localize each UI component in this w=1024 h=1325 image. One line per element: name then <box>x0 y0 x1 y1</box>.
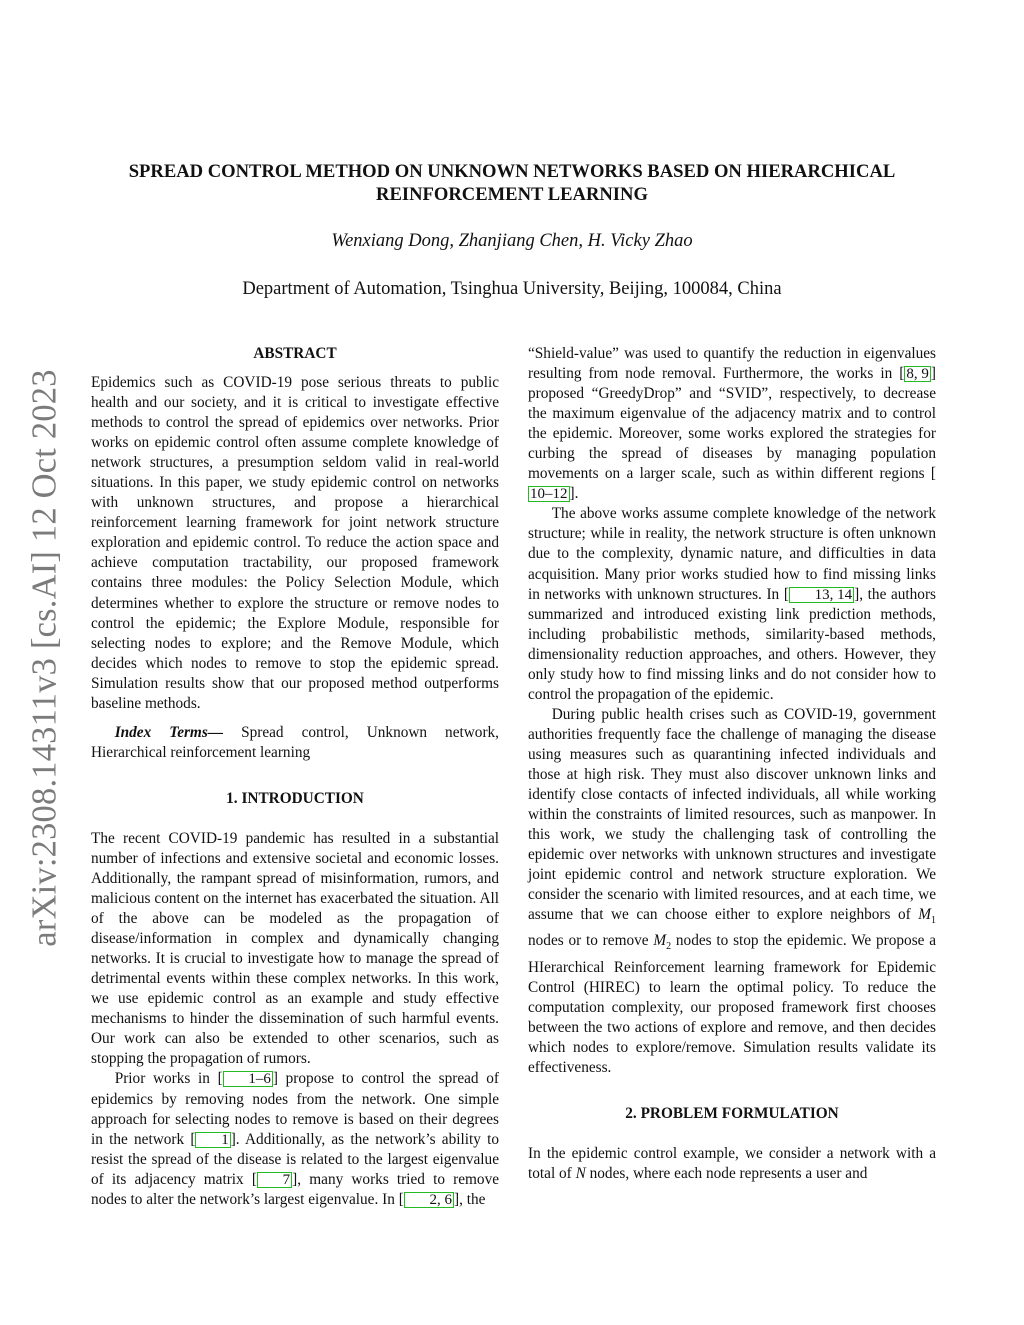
paper-authors: Wenxiang Dong, Zhanjiang Chen, H. Vicky Zhao <box>331 231 693 251</box>
index-terms <box>91 723 499 763</box>
paper-title <box>80 160 944 206</box>
intro-paragraph-1: The recent COVID-19 pandemic has resulted in a substantial number of infections and extensive societal and economic losses. Additionally, the rampant spread of misinformation, rumors, and malicious content on the internet has exacerbated the situation. All of the above can be modeled as the propagation of disease/information in complex and dynamically changing networks. It is crucial to investigate how to manage the spread of detrimental events within these complex networks. In this work, we use epidemic control as an example and study effective mechanisms to hinder the dissemination of such harmful events. Our work can also be extended to other scenarios, such as stopping the propagation of rumors. <box>91 829 499 1068</box>
problem-paragraph-1: In the epidemic control example, we consider a network with a total of N nodes, where each node represents a user and <box>528 1144 936 1182</box>
citation-link[interactable]: 1–6 <box>223 1071 273 1087</box>
citation-link[interactable]: 7 <box>257 1172 292 1188</box>
intro-paragraph-4: During public health crises such as COVID-19, government authorities frequently face the challenge of managing the disease using measures such as quarantining infected individuals and those at high risk. They must also discover unknown links and identify close contacts of infected individuals, all while working within the constraints of limited resources, such as manpower. In this work, we study the challenging task of controlling the epidemic over networks with unknown structures and investigate joint epidemic control and network structure exploration. We consider the scenario with limited resources, and at each time, we assume that we can choose either to explore neighbors of $M_1$ nodes or to remove $M_2$ nodes to stop the epidemic. We propose a HIerarchical Reinforcement learning framework for Epidemic Control (HIREC) to learn the optimal policy. To reduce the computation complexity, our proposed framework first chooses between the two actions of explore and remove, and then decides which nodes to explore/remove. Simulation results validate its effectiveness. <box>528 705 937 1076</box>
citation-link[interactable]: 10–12 <box>530 486 568 503</box>
citation-link[interactable]: 13, 14 <box>789 587 854 603</box>
citation-link[interactable]: 2, 6 <box>404 1192 454 1208</box>
abstract-text: Epidemics such as COVID-19 pose serious threats to public health and our society, and it is critical to investigate effective methods to control the spread of epidemics over networks. Prior works on epidemic control often assume complete knowledge of network structures, a presumption seldom valid in real-world situations. In this paper, we study epidemic control on networks with unknown structures, and propose a hierarchical reinforcement learning framework for joint network structure exploration and epidemic control. To reduce the action space and achieve computation tractability, our proposed framework contains three modules: the Policy Selection Module, which determines whether to explore the structure or remove nodes to control the epidemic; the Explore Module, responsible for selecting nodes to explore; and the Remove Module, which decides which nodes to remove to stop the epidemic spread. Simulation results show that our proposed method outperforms baseline methods. <box>91 374 499 712</box>
intro-paragraph-2-continued: “Shield-value” was used to quantify the reduction in eigenvalues resulting from node removal. Furthermore, the works in [ 8, 9 ] proposed “GreedyDrop” and “SVID”, respectively, to decrease the maximum eigenvalue of the adjacency matrix and to control the epidemic. Moreover, some works explored the strategies for curbing the spread of diseases by managing population movements on a larger scale, such as within different regions [10–12 ]. <box>528 345 936 503</box>
citation-link[interactable]: 8, 9 <box>906 366 929 383</box>
paper-affiliation: Department of Automation, Tsinghua University, Beijing, 100084, China <box>242 279 782 299</box>
math-m2: $M_2$ <box>653 932 672 953</box>
arxiv-id-text: arXiv:2308.14311v3 [cs.AI] 12 Oct 2023 <box>25 369 64 947</box>
arxiv-identifier-sidebar <box>22 366 68 950</box>
paper-title-line-1: SPREAD CONTROL METHOD ON UNKNOWN NETWORKS BASED ON HIERARCHICAL <box>128 161 896 182</box>
introduction-heading: 1. INTRODUCTION <box>226 789 364 807</box>
math-m1: $M_1$ <box>918 906 936 927</box>
citation-link[interactable]: 1 <box>195 1132 230 1148</box>
right-column <box>528 344 936 1184</box>
problem-formulation-heading: 2. PROBLEM FORMULATION <box>625 1104 839 1122</box>
index-terms-text: Spread control, Unknown network, Hierarchical reinforcement learning <box>91 723 500 761</box>
math-n: N <box>575 1164 586 1182</box>
left-column <box>91 344 499 1210</box>
abstract-heading: ABSTRACT <box>253 345 337 362</box>
intro-paragraph-2: Prior works in [ 1–6 ] propose to control the spread of epidemics by removing nodes from the network. One simple approach for selecting nodes to remove is based on their degrees in the network [ 1 ]. Additionally, as the network’s ability to resist the spread of the disease is related to the largest eigenvalue of its adjacency matrix [ 7 ], many works tried to remove nodes to alter the network’s largest eigenvalue. In [ 2, 6 ], the <box>91 1070 500 1208</box>
intro-paragraph-3: The above works assume complete knowledge of the network structure; while in reality, the network structure is often unknown due to the complexity, dynamic nature, and difficulties in data acquisition. Many prior works studied how to find missing links in networks with unknown structures. In [ 13, 14 ], the authors summarized and introduced existing link prediction methods, including probabilistic methods, similarity-based methods, dimensionality reduction approaches, and others. However, they only study how to find missing links and do not consider how to control the propagation of the epidemic. <box>528 505 936 703</box>
index-terms-label: Index Terms— <box>114 723 224 741</box>
paper-title-line-2: REINFORCEMENT LEARNING <box>376 184 648 205</box>
